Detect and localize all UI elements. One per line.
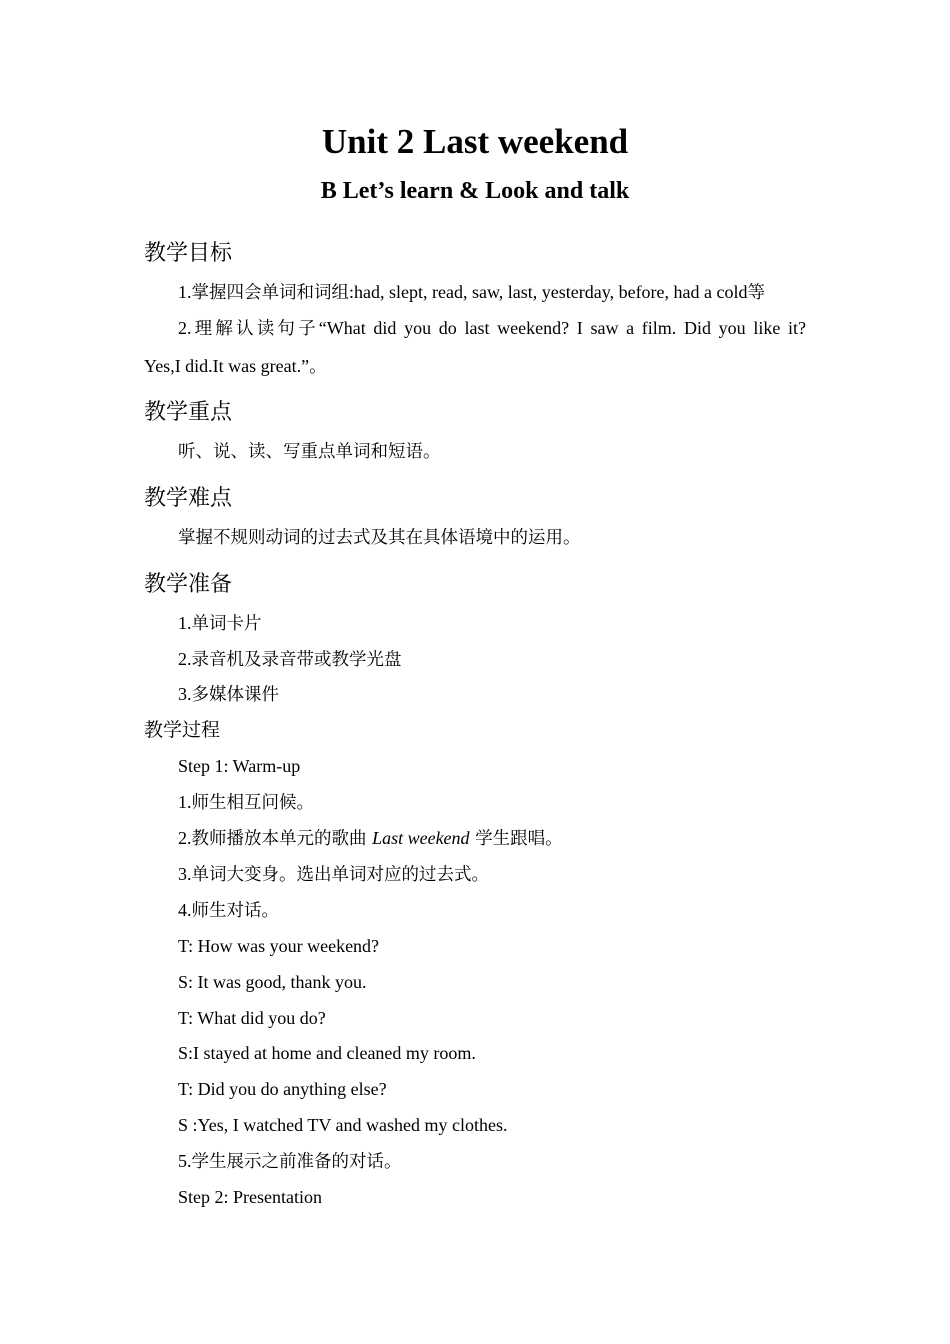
objective-item-1-zh: 掌握四会单词和词组 xyxy=(191,283,349,303)
preparation-heading: 教学准备 xyxy=(144,572,233,597)
difficulties-text-zh: 掌握不规则动词的过去式及其在具体语境中的运用。 xyxy=(178,528,581,548)
objective-item-1-number: 1. xyxy=(178,282,192,302)
step-1-item-5 xyxy=(178,1148,402,1175)
step-1-title: Step 1: Warm-up xyxy=(178,756,301,776)
step-1-item-5-number: 5. xyxy=(178,1151,192,1171)
preparation-item-1 xyxy=(178,610,262,637)
document-title: Unit 2 Last weekend xyxy=(321,122,629,161)
objectives-heading: 教学目标 xyxy=(144,241,233,266)
objective-item-2 xyxy=(178,315,806,342)
step-1-item-1 xyxy=(178,789,314,816)
key-points-text xyxy=(178,438,441,465)
objective-item-2-en: “What did you do last weekend? I saw a film. Did you like it? xyxy=(318,318,806,338)
difficulties-heading: 教学难点 xyxy=(144,486,233,511)
dialogue-line: T: What did you do? xyxy=(178,1008,326,1028)
key-points-heading: 教学重点 xyxy=(144,400,233,425)
preparation-item-1-number: 1. xyxy=(178,613,192,633)
objective-item-2-cont-end: 。 xyxy=(309,357,327,377)
step-1-item-1-text: 师生相互问候。 xyxy=(191,793,314,813)
step-1-item-3 xyxy=(178,861,489,888)
objective-item-2-cont-text: Yes,I did.It was great.” xyxy=(144,356,310,376)
step-1-item-2-text-b: 学生跟唱。 xyxy=(469,829,563,849)
step-1-item-2-text-a: 教师播放本单元的歌曲 xyxy=(191,829,373,849)
preparation-item-2-text: 录音机及录音带或教学光盘 xyxy=(191,650,402,670)
preparation-item-2 xyxy=(178,646,402,673)
preparation-item-2-number: 2. xyxy=(178,649,192,669)
dialogue-line: S :Yes, I watched TV and washed my clothes. xyxy=(178,1115,508,1135)
song-title: Last weekend xyxy=(372,828,470,848)
preparation-item-3-number: 3. xyxy=(178,684,192,704)
document-subtitle: B Let’s learn & Look and talk xyxy=(320,178,630,204)
objective-item-2-number: 2. xyxy=(178,318,192,338)
process-heading: 教学过程 xyxy=(144,719,221,741)
dialogue-line: T: How was your weekend? xyxy=(178,936,380,956)
preparation-item-1-text: 单词卡片 xyxy=(191,614,262,634)
dialogue-line: T: Did you do anything else? xyxy=(178,1079,387,1099)
step-1-item-5-text: 学生展示之前准备的对话。 xyxy=(191,1152,402,1172)
step-1-item-1-number: 1. xyxy=(178,792,192,812)
difficulties-text xyxy=(178,524,581,551)
preparation-item-3 xyxy=(178,681,279,708)
step-1-item-4-number: 4. xyxy=(178,900,192,920)
step-2-title: Step 2: Presentation xyxy=(178,1187,322,1207)
step-1-item-4-text: 师生对话。 xyxy=(191,901,279,921)
step-1-item-4 xyxy=(178,897,279,924)
objective-item-1-en: :had, slept, read, saw, last, yesterday, before, had a cold xyxy=(349,282,748,302)
step-1-item-2 xyxy=(178,825,563,852)
step-1-item-3-number: 3. xyxy=(178,864,192,884)
key-points-text-zh: 听、说、读、写重点单词和短语。 xyxy=(178,442,441,462)
objective-item-2-zh: 理解认读句子 xyxy=(191,319,319,339)
step-1-item-3-text: 单词大变身。选出单词对应的过去式。 xyxy=(191,865,489,885)
dialogue-line: S:I stayed at home and cleaned my room. xyxy=(178,1043,476,1063)
objective-item-1-end: 等 xyxy=(747,283,766,303)
dialogue-line: S: It was good, thank you. xyxy=(178,972,367,992)
objective-item-1 xyxy=(178,279,765,306)
step-1-item-2-number: 2. xyxy=(178,828,192,848)
preparation-item-3-text: 多媒体课件 xyxy=(191,685,279,705)
objective-item-2-continued xyxy=(144,353,327,380)
